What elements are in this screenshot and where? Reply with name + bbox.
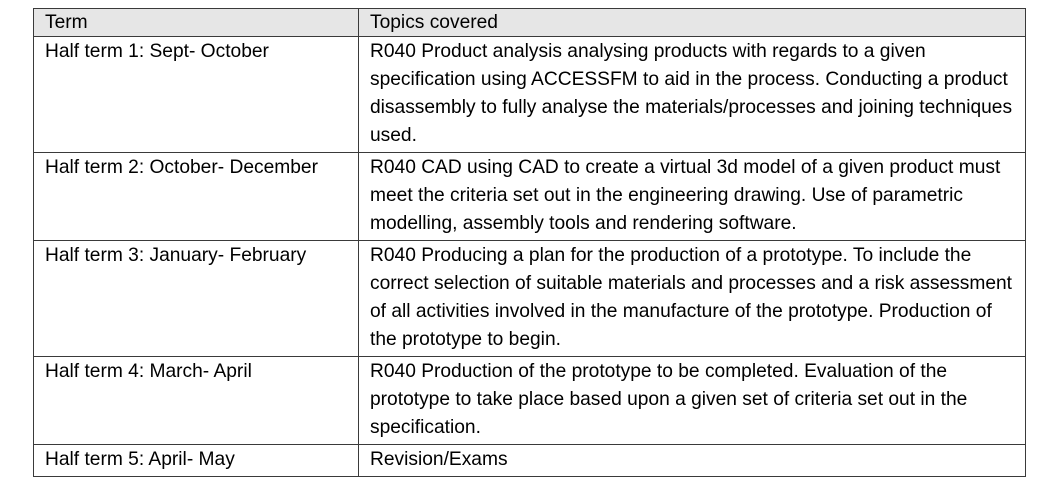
table-row xyxy=(34,37,1026,153)
topics-cell: R040 CAD using CAD to create a virtual 3d model of a given product must meet the criteria set out in the engineering drawing. Use of parametric modelling, assembly tools and rendering software. xyxy=(359,153,1026,241)
term-cell: Half term 1: Sept- October xyxy=(34,37,359,153)
term-cell: Half term 3: January- February xyxy=(34,241,359,357)
term-cell: Half term 5: April- May xyxy=(34,445,359,477)
header-row xyxy=(34,9,1026,37)
header-topics: Topics covered xyxy=(359,9,1026,37)
table-row xyxy=(34,241,1026,357)
table-header xyxy=(34,9,1026,37)
topics-cell: Revision/Exams xyxy=(359,445,1026,477)
term-cell: Half term 2: October- December xyxy=(34,153,359,241)
table-row xyxy=(34,153,1026,241)
table-row xyxy=(34,445,1026,477)
table-body xyxy=(34,37,1026,477)
topics-cell: R040 Production of the prototype to be completed. Evaluation of the prototype to take place based upon a given set of criteria set out in the specification. xyxy=(359,357,1026,445)
topics-cell: R040 Producing a plan for the production of a prototype. To include the correct selection of suitable materials and processes and a risk assessment of all activities involved in the manufacture of the prototype. Production of the prototype to begin. xyxy=(359,241,1026,357)
table-row xyxy=(34,357,1026,445)
term-cell: Half term 4: March- April xyxy=(34,357,359,445)
topics-cell: R040 Product analysis analysing products with regards to a given specification using ACCESSFM to aid in the process. Conducting a product disassembly to fully analyse the materials/processes and joining techniques used. xyxy=(359,37,1026,153)
header-term: Term xyxy=(34,9,359,37)
term-topics-table xyxy=(33,8,1026,477)
